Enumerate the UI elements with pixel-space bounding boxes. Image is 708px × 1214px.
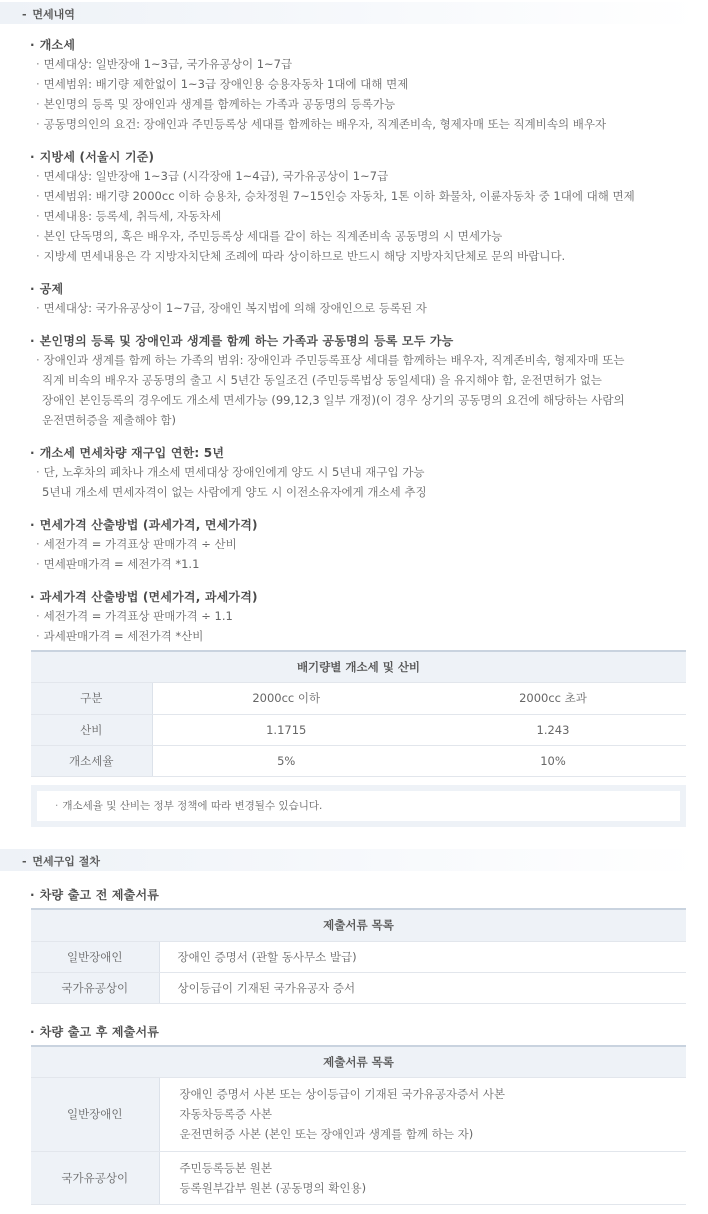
section-title-exemption: - 면세내역	[22, 8, 75, 21]
table-cell	[159, 1151, 686, 1204]
after-delivery-table	[31, 1045, 686, 1205]
list-item: · 지방세 면세내용은 각 지방자치단체 조례에 따라 상이하므로 반드시 해당 지방자치단체로 문의 바랍니다.	[36, 249, 566, 263]
table-row	[31, 972, 686, 1003]
list-item: · 과세판매가격 = 세전가격 *산비	[36, 629, 204, 643]
section-header-bar	[0, 2, 700, 24]
list-item-continued: 장애인 본인등록의 경우에도 개소세 면세가능 (99,12,3 일부 개정)(이 경우 상기의 공동명의 요건에 해당하는 사람의	[42, 393, 625, 407]
table-cell: 10%	[420, 745, 686, 776]
document-item: 장애인 증명서 사본 또는 상이등급이 기재된 국가유공자증서 사본	[179, 1087, 506, 1101]
table-row-label: 산비	[31, 714, 152, 745]
list-item: · 면세대상: 일반장애 1~3급, 국가유공상이 1~7급	[36, 57, 293, 71]
list-item: · 공동명의인의 요건: 장애인과 주민등록상 세대를 함께하는 배우자, 직계존비속, 형제자매 또는 직계비속의 배우자	[36, 117, 607, 131]
table-header-cell: 2000cc 이하	[152, 682, 420, 714]
document-item: 주민등록등본 원본	[179, 1160, 273, 1175]
list-item: · 면세대상: 일반장애 1~3급 (시각장애 1~4급), 국가유공상이 1~7급	[36, 169, 389, 183]
list-item: · 면세대상: 국가유공상이 1~7급, 장애인 복지법에 의해 장애인으로 등록된 자	[36, 301, 427, 315]
table-row	[31, 941, 686, 972]
list-item-continued: 운전면허증을 제출해야 함)	[42, 413, 176, 427]
table-row	[31, 682, 686, 714]
before-delivery-table	[31, 908, 686, 1004]
document-item: 등록원부갑부 원본 (공동명의 확인용)	[179, 1180, 367, 1195]
policy-note-box	[31, 785, 686, 827]
list-item: · 면세내용: 등록세, 취득세, 자동차세	[36, 209, 222, 223]
table-row	[31, 745, 686, 776]
table-cell: 장애인 증명서 (관할 동사무소 발급)	[159, 941, 686, 972]
list-item: · 세전가격 = 가격표상 판매가격 ÷ 산비	[36, 537, 237, 551]
table-row-label: 일반장애인	[31, 1077, 159, 1151]
document-item: 운전면허증 사본 (본인 또는 장애인과 생계를 함께 하는 자)	[179, 1127, 474, 1141]
table-cell: 1.1715	[152, 714, 420, 745]
table-title: 제출서류 목록	[31, 909, 686, 941]
table-cell: 5%	[152, 745, 420, 776]
document-item: 자동차등록증 사본	[179, 1107, 273, 1121]
table-row	[31, 1151, 686, 1204]
list-item-continued: 5년내 개소세 면세자격이 없는 사람에게 양도 시 이전소유자에게 개소세 추징	[42, 485, 427, 499]
block-title-exempt-price-method: · 면세가격 산출방법 (과세가격, 면세가격)	[30, 518, 258, 532]
table-row	[31, 1077, 686, 1151]
table-cell	[159, 1077, 686, 1151]
list-item-continued: 직계 비속의 배우자 공동명의 출고 시 5년간 동일조건 (주민등록법상 동일세대) 을 유지해야 함, 운전면허가 없는	[42, 373, 602, 387]
policy-note: · 개소세율 및 산비는 정부 정책에 따라 변경될수 있습니다.	[37, 791, 680, 821]
list-item: · 면세판매가격 = 세전가격 *1.1	[36, 557, 200, 571]
list-item: · 장애인과 생계를 함께 하는 가족의 범위: 장애인과 주민등록표상 세대를 함께하는 배우자, 직계존비속, 형제자매 또는	[36, 353, 625, 367]
list-item: · 세전가격 = 가격표상 판매가격 ÷ 1.1	[36, 609, 233, 623]
table-title: 제출서류 목록	[31, 1046, 686, 1077]
table-row-label: 국가유공상이	[31, 972, 159, 1003]
table-header-cell: 2000cc 초과	[420, 682, 686, 714]
section-title-purchase-procedure: - 면세구입 절차	[22, 855, 101, 868]
block-title-taxable-price-method: · 과세가격 산출방법 (면세가격, 과세가격)	[30, 590, 258, 604]
section-header-bar	[0, 849, 700, 871]
list-item: · 면세범위: 배기량 제한없이 1~3급 장애인용 승용자동차 1대에 대해 면제	[36, 77, 409, 91]
table-header-cell: 구분	[31, 682, 152, 714]
list-item: · 본인 단독명의, 혹은 배우자, 주민등록상 세대를 같이 하는 직계존비속 공동명의 시 면세가능	[36, 229, 503, 243]
table-row-label: 개소세율	[31, 745, 152, 776]
table-title: 배기량별 개소세 및 산비	[31, 651, 686, 682]
block-title-after-delivery: · 차량 출고 후 제출서류	[30, 1025, 160, 1039]
table-row	[31, 714, 686, 745]
tax-rate-table	[31, 650, 686, 777]
block-title-repurchase-period: · 개소세 면세차량 재구입 연한: 5년	[30, 446, 225, 460]
table-row-label: 일반장애인	[31, 941, 159, 972]
block-title-individual-consumption-tax: · 개소세	[30, 38, 76, 52]
block-title-deduction: · 공제	[30, 282, 64, 296]
block-title-local-tax: · 지방세 (서울시 기준)	[30, 150, 155, 164]
list-item: · 면세범위: 배기량 2000cc 이하 승용차, 승차정원 7~15인승 자동차, 1톤 이하 화물차, 이륜자동차 중 1대에 대해 면제	[36, 189, 635, 203]
table-row-label: 국가유공상이	[31, 1151, 159, 1204]
block-title-joint-registration: · 본인명의 등록 및 장애인과 생계를 함께 하는 가족과 공동명의 등록 모두 가능	[30, 334, 454, 348]
block-title-before-delivery: · 차량 출고 전 제출서류	[30, 888, 160, 902]
table-cell: 1.243	[420, 714, 686, 745]
list-item: · 본인명의 등록 및 장애인과 생계를 함께하는 가족과 공동명의 등록가능	[36, 97, 396, 111]
table-cell: 상이등급이 기재된 국가유공자 증서	[159, 972, 686, 1003]
list-item: · 단, 노후차의 폐차나 개소세 면세대상 장애인에게 양도 시 5년내 재구입 가능	[36, 465, 425, 479]
